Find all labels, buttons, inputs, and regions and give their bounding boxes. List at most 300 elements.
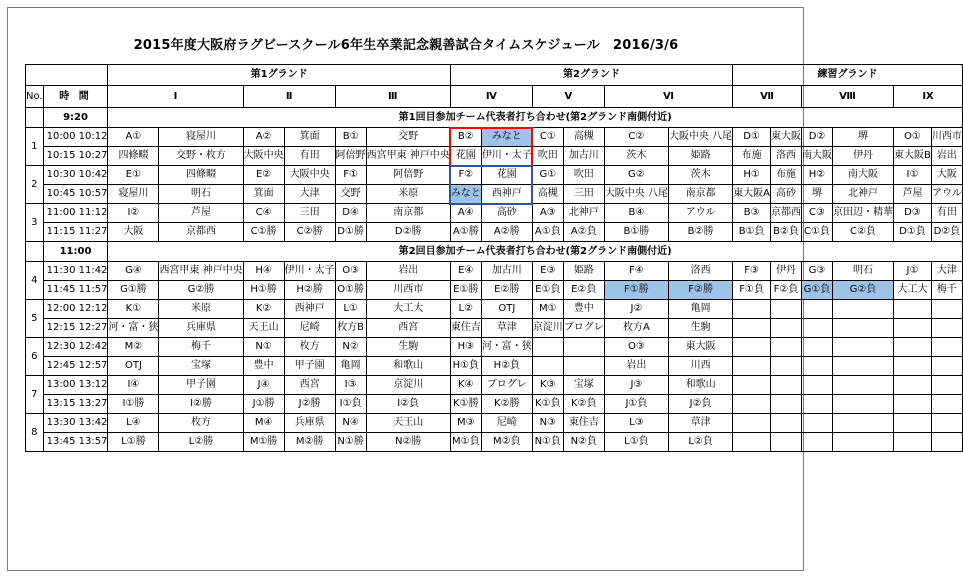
match-cell: D②負: [931, 223, 962, 242]
match-cell: 西宮: [366, 319, 450, 338]
match-cell: 西神戸: [481, 185, 532, 204]
match-cell: E①負: [532, 281, 563, 300]
match-cell: 茨木: [669, 166, 733, 185]
schedule-row: [26, 166, 963, 185]
match-cell: [894, 357, 932, 376]
match-cell: I②: [108, 204, 159, 223]
time-cell: 11:30 11:42: [43, 262, 108, 281]
match-cell: [733, 300, 771, 319]
match-cell: 箕面: [284, 128, 335, 147]
match-cell: D③: [894, 204, 932, 223]
match-cell: 大阪中央 八尾: [669, 128, 733, 147]
match-cell: O③: [335, 262, 366, 281]
match-cell: 亀岡: [669, 300, 733, 319]
match-cell: 兵庫県: [284, 414, 335, 433]
match-cell: E①: [108, 166, 159, 185]
match-cell: J①負: [604, 395, 668, 414]
match-cell: 大阪: [931, 166, 962, 185]
match-cell: G②負: [833, 281, 894, 300]
match-cell: I②負: [366, 395, 450, 414]
match-cell: 南大阪: [802, 147, 833, 166]
match-cell: 南京都: [366, 204, 450, 223]
match-cell: C①: [532, 128, 563, 147]
match-cell: A②: [243, 128, 284, 147]
court-header: Ⅰ: [108, 86, 243, 108]
match-cell: [771, 319, 802, 338]
match-cell: 大阪中央 八尾: [604, 185, 668, 204]
match-cell: M①負: [450, 433, 481, 452]
meeting-band-row: [26, 108, 963, 128]
match-cell: N③: [532, 414, 563, 433]
match-cell: ブログレ: [481, 376, 532, 395]
match-cell: [833, 414, 894, 433]
match-cell: F②勝: [669, 281, 733, 300]
match-cell: 洛西: [771, 147, 802, 166]
match-cell: I①勝: [108, 395, 159, 414]
match-cell: 天王山: [243, 319, 284, 338]
match-cell: M①勝: [243, 433, 284, 452]
time-cell: 10:00 10:12: [43, 128, 108, 147]
match-cell: E③: [532, 262, 563, 281]
match-cell: M④: [243, 414, 284, 433]
schedule-row: [26, 395, 963, 414]
match-cell: E①勝: [450, 281, 481, 300]
court-header: Ⅴ: [532, 86, 604, 108]
match-cell: みなと: [450, 185, 481, 204]
ground-practice-header: 練習グランド: [733, 65, 963, 86]
match-cell: 川西市: [366, 281, 450, 300]
match-cell: J②負: [669, 395, 733, 414]
match-cell: A③: [532, 204, 563, 223]
match-cell: [833, 433, 894, 452]
match-cell: OTJ: [481, 300, 532, 319]
match-cell: 東大阪: [669, 338, 733, 357]
ground-2-header: 第2グランド: [450, 65, 732, 86]
match-cell: 米原: [159, 300, 243, 319]
match-cell: 四條畷: [108, 147, 159, 166]
match-cell: 東大阪A: [733, 185, 771, 204]
match-cell: O③: [604, 338, 668, 357]
match-cell: N②: [335, 338, 366, 357]
match-cell: K①勝: [450, 395, 481, 414]
match-cell: 枚方: [284, 338, 335, 357]
match-cell: 西宮甲東 神戸中央: [366, 147, 450, 166]
match-cell: A④: [450, 204, 481, 223]
match-cell: M①: [532, 300, 563, 319]
match-cell: 大工大: [894, 281, 932, 300]
match-cell: J④: [243, 376, 284, 395]
match-cell: E②勝: [481, 281, 532, 300]
match-cell: C②: [604, 128, 668, 147]
match-cell: 四條畷: [159, 166, 243, 185]
match-cell: F②: [450, 166, 481, 185]
match-cell: 茨木: [604, 147, 668, 166]
match-cell: 寝屋川: [108, 185, 159, 204]
time-cell: 10:30 10:42: [43, 166, 108, 185]
match-cell: K④: [450, 376, 481, 395]
match-cell: D④: [335, 204, 366, 223]
match-cell: 米原: [366, 185, 450, 204]
match-cell: 芦屋: [159, 204, 243, 223]
match-cell: 大津: [931, 262, 962, 281]
match-cell: OTJ: [108, 357, 159, 376]
match-cell: [771, 338, 802, 357]
match-cell: L①: [335, 300, 366, 319]
match-cell: 北神戸: [833, 185, 894, 204]
time-cell: 12:00 12:12: [43, 300, 108, 319]
time-cell: 12:15 12:27: [43, 319, 108, 338]
match-cell: 西宮: [284, 376, 335, 395]
ground-1-header: 第1グランド: [108, 65, 450, 86]
match-cell: 枚方: [159, 414, 243, 433]
match-cell: 草津: [669, 414, 733, 433]
match-cell: 京淀川: [366, 376, 450, 395]
meeting-time: 9:20: [43, 108, 108, 128]
match-cell: [894, 376, 932, 395]
match-cell: K①: [108, 300, 159, 319]
match-cell: [931, 414, 962, 433]
match-cell: C③: [802, 204, 833, 223]
match-cell: 亀岡: [335, 357, 366, 376]
court-header: Ⅸ: [894, 86, 963, 108]
match-cell: [833, 338, 894, 357]
match-cell: B①負: [733, 223, 771, 242]
match-cell: 三田: [563, 185, 604, 204]
match-cell: 東住吉: [563, 414, 604, 433]
match-cell: B③: [733, 204, 771, 223]
match-cell: N①: [243, 338, 284, 357]
match-cell: 高槻: [532, 185, 563, 204]
match-cell: H①: [733, 166, 771, 185]
match-cell: [802, 376, 833, 395]
match-cell: [931, 357, 962, 376]
match-cell: H②: [802, 166, 833, 185]
match-cell: E②: [243, 166, 284, 185]
slot-number: 8: [26, 414, 44, 452]
schedule-row: [26, 338, 963, 357]
match-cell: F①負: [733, 281, 771, 300]
match-cell: N②勝: [366, 433, 450, 452]
match-cell: 吹田: [563, 166, 604, 185]
match-cell: 川西: [669, 357, 733, 376]
match-cell: [771, 376, 802, 395]
meeting-text: 第2回目参加チーム代表者打ち合わせ(第2グランド南側付近): [108, 242, 962, 262]
match-cell: [833, 395, 894, 414]
match-cell: 宝塚: [563, 376, 604, 395]
match-cell: B②負: [771, 223, 802, 242]
time-cell: 13:45 13:57: [43, 433, 108, 452]
match-cell: G③: [802, 262, 833, 281]
match-cell: J①: [894, 262, 932, 281]
match-cell: H②勝: [284, 281, 335, 300]
match-cell: [802, 338, 833, 357]
match-cell: H①負: [450, 357, 481, 376]
schedule-row: [26, 433, 963, 452]
match-cell: A②負: [563, 223, 604, 242]
slot-number: 7: [26, 376, 44, 414]
match-cell: F③: [733, 262, 771, 281]
match-cell: D②: [802, 128, 833, 147]
meeting-no-cell: [26, 108, 44, 128]
schedule-row: [26, 262, 963, 281]
match-cell: I④: [108, 376, 159, 395]
match-cell: [894, 395, 932, 414]
court-header: Ⅶ: [733, 86, 802, 108]
match-cell: [563, 357, 604, 376]
match-cell: J①勝: [243, 395, 284, 414]
match-cell: 堺: [802, 185, 833, 204]
match-cell: 岩出: [931, 147, 962, 166]
match-cell: K②負: [563, 395, 604, 414]
match-cell: 大工大: [366, 300, 450, 319]
court-header: Ⅳ: [450, 86, 532, 108]
match-cell: 花園: [450, 147, 481, 166]
match-cell: A①: [108, 128, 159, 147]
match-cell: [733, 319, 771, 338]
match-cell: 和歌山: [366, 357, 450, 376]
match-cell: [894, 414, 932, 433]
match-cell: B②勝: [669, 223, 733, 242]
schedule-row: [26, 357, 963, 376]
schedule-row: [26, 223, 963, 242]
match-cell: 和歌山: [669, 376, 733, 395]
match-cell: M②勝: [284, 433, 335, 452]
match-cell: [802, 433, 833, 452]
match-cell: 有田: [931, 204, 962, 223]
match-cell: [833, 319, 894, 338]
match-cell: L③: [604, 414, 668, 433]
match-cell: 兵庫県: [159, 319, 243, 338]
match-cell: [833, 376, 894, 395]
match-cell: 南京都: [669, 185, 733, 204]
match-cell: E②負: [563, 281, 604, 300]
match-cell: 梅千: [159, 338, 243, 357]
match-cell: 尼崎: [481, 414, 532, 433]
match-cell: 箕面: [243, 185, 284, 204]
match-cell: 明石: [833, 262, 894, 281]
match-cell: 宝塚: [159, 357, 243, 376]
match-cell: 西神戸: [284, 300, 335, 319]
match-cell: 河・富・狭: [481, 338, 532, 357]
meeting-no-cell: [26, 242, 44, 262]
match-cell: [802, 357, 833, 376]
match-cell: [894, 338, 932, 357]
match-cell: [931, 376, 962, 395]
match-cell: F④: [604, 262, 668, 281]
corner-cell: [26, 65, 108, 86]
match-cell: L①勝: [108, 433, 159, 452]
match-cell: [802, 319, 833, 338]
meeting-time: 11:00: [43, 242, 108, 262]
match-cell: 高槻: [563, 128, 604, 147]
match-cell: [894, 433, 932, 452]
match-cell: 堺: [833, 128, 894, 147]
match-cell: 天王山: [366, 414, 450, 433]
match-cell: [894, 300, 932, 319]
slot-number: 1: [26, 128, 44, 166]
match-cell: [802, 395, 833, 414]
match-cell: [733, 376, 771, 395]
slot-number: 2: [26, 166, 44, 204]
slot-number: 4: [26, 262, 44, 300]
match-cell: I②勝: [159, 395, 243, 414]
match-cell: [733, 338, 771, 357]
match-cell: D②勝: [366, 223, 450, 242]
match-cell: F①勝: [604, 281, 668, 300]
match-cell: 伊川・太子: [481, 147, 532, 166]
match-cell: 豊中: [563, 300, 604, 319]
match-cell: [931, 433, 962, 452]
match-cell: A①負: [532, 223, 563, 242]
match-cell: D①勝: [335, 223, 366, 242]
match-cell: B②: [450, 128, 481, 147]
match-cell: [733, 357, 771, 376]
match-cell: 生駒: [366, 338, 450, 357]
schedule-row: [26, 128, 963, 147]
match-cell: B④: [604, 204, 668, 223]
match-cell: 有田: [284, 147, 335, 166]
match-cell: アウル: [931, 185, 962, 204]
match-cell: C①負: [802, 223, 833, 242]
match-cell: 明石: [159, 185, 243, 204]
match-cell: 京都西: [771, 204, 802, 223]
match-cell: I①負: [335, 395, 366, 414]
match-cell: 東大阪: [771, 128, 802, 147]
match-cell: K②勝: [481, 395, 532, 414]
match-cell: [532, 357, 563, 376]
match-cell: C④: [243, 204, 284, 223]
match-cell: O①: [894, 128, 932, 147]
match-cell: [931, 338, 962, 357]
match-cell: [771, 414, 802, 433]
match-cell: L④: [108, 414, 159, 433]
schedule-row: [26, 185, 963, 204]
match-cell: C②負: [833, 223, 894, 242]
match-cell: 阿倍野: [366, 166, 450, 185]
match-cell: 甲子園: [284, 357, 335, 376]
match-cell: F①: [335, 166, 366, 185]
match-cell: [733, 414, 771, 433]
schedule-row: [26, 204, 963, 223]
match-cell: 北神戸: [563, 204, 604, 223]
match-cell: 梅千: [931, 281, 962, 300]
match-cell: G④: [108, 262, 159, 281]
match-cell: 東大阪B: [894, 147, 932, 166]
schedule-row: [26, 376, 963, 395]
no-header: No.: [26, 86, 44, 108]
match-cell: [802, 300, 833, 319]
match-cell: N②負: [563, 433, 604, 452]
match-cell: 草津: [481, 319, 532, 338]
slot-number: 6: [26, 338, 44, 376]
match-cell: 甲子園: [159, 376, 243, 395]
match-cell: 伊丹: [771, 262, 802, 281]
match-cell: [931, 319, 962, 338]
match-cell: 豊中: [243, 357, 284, 376]
match-cell: 交野・枚方: [159, 147, 243, 166]
match-cell: 尼崎: [284, 319, 335, 338]
match-cell: 生駒: [669, 319, 733, 338]
match-cell: 西宮甲東 神戸中央: [159, 262, 243, 281]
match-cell: 洛西: [669, 262, 733, 281]
match-cell: H②負: [481, 357, 532, 376]
match-cell: 花園: [481, 166, 532, 185]
match-cell: 枚方A: [604, 319, 668, 338]
match-cell: G①負: [802, 281, 833, 300]
match-cell: O①勝: [335, 281, 366, 300]
time-cell: 13:00 13:12: [43, 376, 108, 395]
match-cell: F②負: [771, 281, 802, 300]
match-cell: 阿倍野: [335, 147, 366, 166]
schedule-row: [26, 281, 963, 300]
match-cell: A①勝: [450, 223, 481, 242]
match-cell: I③: [335, 376, 366, 395]
schedule-row: [26, 147, 963, 166]
match-cell: 三田: [284, 204, 335, 223]
page-title: 2015年度大阪府ラグビースクール6年生卒業記念親善試合タイムスケジュール 2016/3/6: [133, 38, 679, 53]
match-cell: 交野: [366, 128, 450, 147]
court-header: Ⅲ: [335, 86, 450, 108]
match-cell: 加古川: [481, 262, 532, 281]
match-cell: [931, 395, 962, 414]
match-cell: D①: [733, 128, 771, 147]
match-cell: L②負: [669, 433, 733, 452]
match-cell: [771, 433, 802, 452]
match-cell: 寝屋川: [159, 128, 243, 147]
match-cell: 吹田: [532, 147, 563, 166]
match-cell: N①負: [532, 433, 563, 452]
match-cell: G①勝: [108, 281, 159, 300]
match-cell: [802, 414, 833, 433]
match-cell: A②勝: [481, 223, 532, 242]
match-cell: 岩出: [604, 357, 668, 376]
match-cell: [733, 395, 771, 414]
match-cell: J③: [604, 376, 668, 395]
time-cell: 12:30 12:42: [43, 338, 108, 357]
match-cell: H④: [243, 262, 284, 281]
match-cell: D①負: [894, 223, 932, 242]
time-cell: 11:00 11:12: [43, 204, 108, 223]
time-cell: 11:15 11:27: [43, 223, 108, 242]
time-cell: 10:45 10:57: [43, 185, 108, 204]
match-cell: 姫路: [669, 147, 733, 166]
time-header: 時 間: [43, 86, 108, 108]
match-cell: 川西市: [931, 128, 962, 147]
court-header-row: [26, 86, 963, 108]
time-cell: 11:45 11:57: [43, 281, 108, 300]
match-cell: 大阪中央: [284, 166, 335, 185]
meeting-text: 第1回目参加チーム代表者打ち合わせ(第2グランド南側付近): [108, 108, 962, 128]
match-cell: [771, 395, 802, 414]
match-cell: L②勝: [159, 433, 243, 452]
match-cell: 加古川: [563, 147, 604, 166]
time-cell: 13:30 13:42: [43, 414, 108, 433]
match-cell: 枚方B: [335, 319, 366, 338]
match-cell: G①: [532, 166, 563, 185]
match-cell: K③: [532, 376, 563, 395]
match-cell: M②: [108, 338, 159, 357]
match-cell: 東住吉: [450, 319, 481, 338]
match-cell: 京田辺・精華: [833, 204, 894, 223]
match-cell: [833, 357, 894, 376]
match-cell: 京都西: [159, 223, 243, 242]
time-cell: 12:45 12:57: [43, 357, 108, 376]
meeting-band-row: [26, 242, 963, 262]
match-cell: [894, 319, 932, 338]
match-cell: ブログレ: [563, 319, 604, 338]
court-header: Ⅷ: [802, 86, 894, 108]
match-cell: G②勝: [159, 281, 243, 300]
